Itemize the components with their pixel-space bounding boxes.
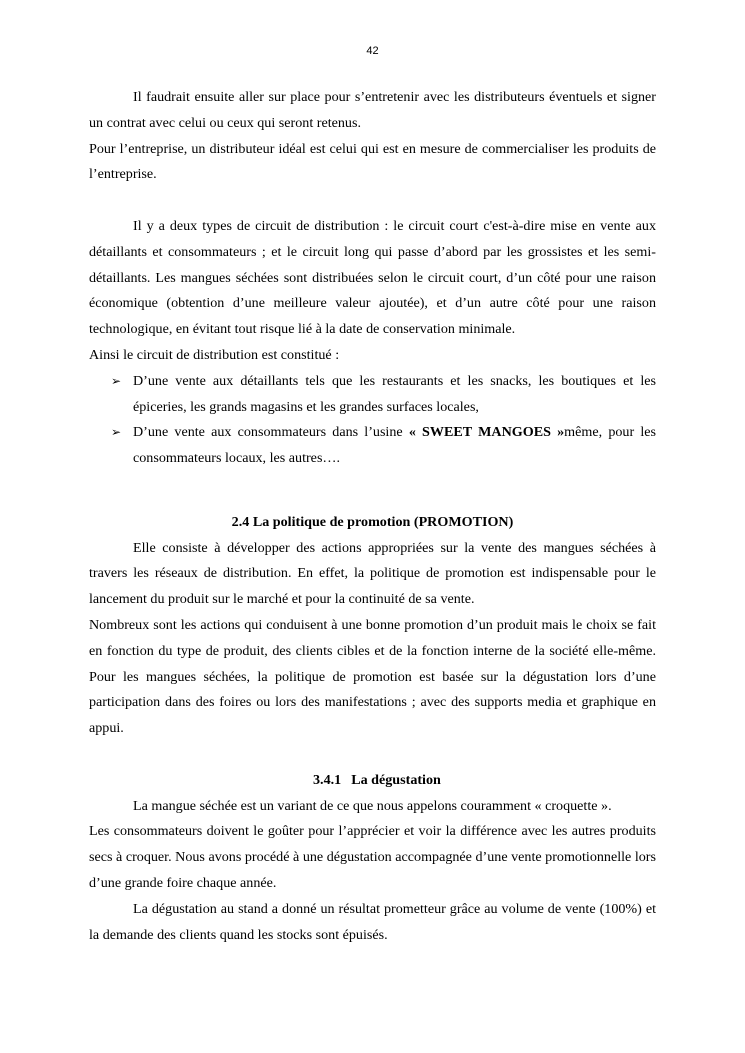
document-body — [89, 85, 656, 948]
spacer — [89, 472, 656, 498]
paragraph-stand-result: La dégustation au stand a donné un résultat prometteur grâce au volume de vente (100%) et la demande des clients quand les stocks sont épuisés. — [89, 900, 656, 943]
spacer — [89, 188, 656, 214]
arrow-bullet-icon: ➢ — [111, 425, 122, 440]
paragraph-circuit-intro: Ainsi le circuit de distribution est constitué : — [89, 346, 340, 363]
list-item-text-end: même, pour les consommateurs locaux, les autres…. — [133, 424, 656, 467]
list-item-retailers — [89, 369, 656, 421]
list-item-consumers — [89, 420, 656, 472]
subsection-title: La dégustation — [351, 771, 441, 788]
paragraph-croquette: La mangue séchée est un variant de ce que nous appelons couramment « croquette ». — [133, 797, 612, 814]
spacer — [89, 742, 656, 768]
paragraph-distributors-visit: Il faudrait ensuite aller sur place pour s’entretenir avec les distributeurs éventuels et signer un contrat avec celui ou ceux qui seront retenus. — [89, 89, 656, 131]
page-number: 42 — [366, 45, 379, 57]
paragraph-consumers-taste: Les consommateurs doivent le goûter pour l’apprécier et voir la différence avec les autres produits secs à croquer. Nous avons procédé à une dégustation accompagnée d’une vente promotionnelle lors d’une grande foire chaque année. — [89, 823, 656, 891]
paragraph-promotion-actions: Nombreux sont les actions qui conduisent à une bonne promotion d’un produit mais le choix se fait en fonction du type de produit, des clients cibles et de la fonction interne de la société elle-même. Pour les mangues séchées, la politique de promotion est basée sur la dégustation lors d’une participation dans des foires ou lors des manifestations ; avec des supports media et graphique en appui. — [89, 616, 656, 737]
subsection-number: 3.4.1 — [313, 771, 342, 788]
paragraph-distribution-circuits: Il y a deux types de circuit de distribution : le circuit court c'est-à-dire mise en vente aux détaillants et consommateurs ; et le circuit long qui passe d’abord par les grossistes et les semi-détaillants. Les mangues séchées sont distribuées selon le circuit court, d’un côté pour une raison économique (obtention d’une meilleure valeur ajoutée), et d’un autre côté pour une raison technologique, en évitant tout risque lié à la date de conservation minimale. — [89, 217, 656, 338]
subsection-heading-degustation — [89, 768, 656, 794]
brand-name: « SWEET MANGOES » — [408, 424, 565, 441]
distribution-list — [89, 369, 656, 472]
arrow-bullet-icon: ➢ — [111, 373, 122, 388]
paragraph-promotion-definition: Elle consiste à développer des actions appropriées sur la vente des mangues séchées à travers les réseaux de distribution. En effet, la politique de promotion est indispensable pour le lancement du produit sur le marché et pour la continuité de sa vente. — [89, 539, 656, 608]
spacer — [89, 498, 656, 510]
paragraph-ideal-distributor: Pour l’entreprise, un distributeur idéal est celui qui est en mesure de commercialiser les produits de l’entreprise. — [89, 140, 656, 183]
section-heading-promotion: 2.4 La politique de promotion (PROMOTION) — [231, 513, 514, 530]
list-item-text: D’une vente aux détaillants tels que les restaurants et les snacks, les boutiques et les épiceries, les grands magasins et les grandes surfaces locales, — [133, 372, 656, 415]
list-item-text-start: D’une vente aux consommateurs dans l’usine — [133, 424, 409, 441]
